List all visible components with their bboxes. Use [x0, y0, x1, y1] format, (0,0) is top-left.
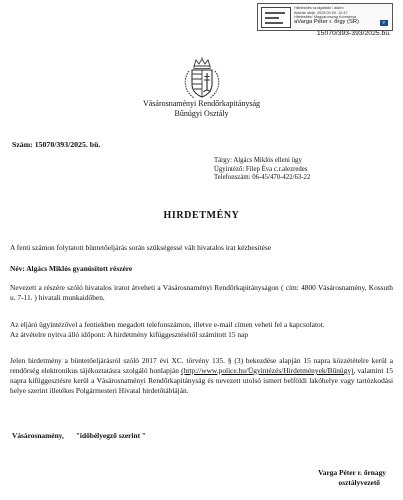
- pickup-paragraph: Nevezett a részére szóló hivatalos iratot átveheti a Vásárosnaményi Rendőrkapitányságon ( cím: 4800 Vásárosnamény, Kossuth u. 7-11. ) hivatali munkaidőben.: [10, 283, 393, 303]
- legal-notice-text-cont: , valamint 15 napra kifüggesztésre kerül a Vásárosnaményi Rendőrkapitányság és nevezett utolsó ismert belföldi lakóhelye vagy tartózkodási helye szerint illetékes Polgármesteri Hivatal hirdetőtábláján.: [10, 366, 394, 396]
- subject-block: [214, 157, 310, 183]
- case-officer-line: Ügyintéző: Filep Éva c.r.alezredes: [214, 165, 308, 173]
- pickup-period-line: Az átvételre nyitva álló időpont: A hirdetmény kifüggesztésétől számított 15 nap: [10, 330, 249, 340]
- signer-name: Varga Péter r. őrnagy: [318, 468, 386, 477]
- office-department: Bűnügyi Osztály: [174, 109, 229, 118]
- signature-certificate-icon: [261, 7, 291, 28]
- recipient-name-line: Név: Algács Miklós gyanúsított részére: [10, 264, 133, 273]
- legal-notice-text: Jelen hirdetmény a büntetőeljárásról szóló 2017 évi XC. törvény 135. § (3) bekezdése alapján 15 napra közzétételre kerül a rendőrség elektronikus tájékoztatásra szolgáló honlapján: [10, 356, 393, 376]
- stamp-line: Hitelesítés: Magyarország Kormánya: [294, 15, 357, 19]
- stamp-line: Aláírás ideje: 2025.00.00. 12:47: [294, 10, 348, 15]
- place: Vásárosnamény,: [12, 431, 64, 440]
- signer-title: osztályvezető: [338, 477, 380, 487]
- office-name: Vásárosnaményi Rendőrkapitányság: [142, 99, 261, 108]
- case-number: Szám: 15070/393/2025. bü.: [12, 140, 101, 149]
- e-signature-stamp: [257, 3, 393, 31]
- stamp-signer: aVarga Péter r. őrgy (SR): [294, 19, 359, 25]
- place-date-line: [12, 431, 146, 440]
- contact-paragraph: [10, 320, 393, 340]
- date-placeholder: "időbélyegző szerint ": [75, 431, 147, 440]
- coat-of-arms-icon: [181, 57, 223, 101]
- contact-line: Az eljáró ügyintézővel a fentiekben megadott telefonszámon, illetve e-mail címen veheti fel a kapcsolatot.: [10, 320, 325, 329]
- stamp-line: Hitelesítés szolgáltató / aláíró: [294, 6, 344, 10]
- legal-notice-paragraph: [10, 356, 393, 396]
- stamp-badge: P: [380, 20, 388, 26]
- page-title: HIRDETMÉNY: [163, 210, 240, 221]
- office-header: [0, 99, 403, 119]
- phone-line: Telefonszám: 06-45/470-422/63-22: [214, 174, 311, 182]
- document-reference: 15070/393-393/2025.bü.: [316, 30, 391, 37]
- subject-line: Tárgy: Algács Miklós elleni ügy: [214, 157, 302, 164]
- signature-block: [0, 468, 386, 488]
- police-website-link[interactable]: (http://www.police.hu/Ügyintézés/Hirdetmények/Bűnügy): [181, 366, 354, 376]
- intro-paragraph: A fenti számon folytatott büntetőeljárás során szükségessé vált hivatalos irat kézbesítése: [10, 243, 272, 252]
